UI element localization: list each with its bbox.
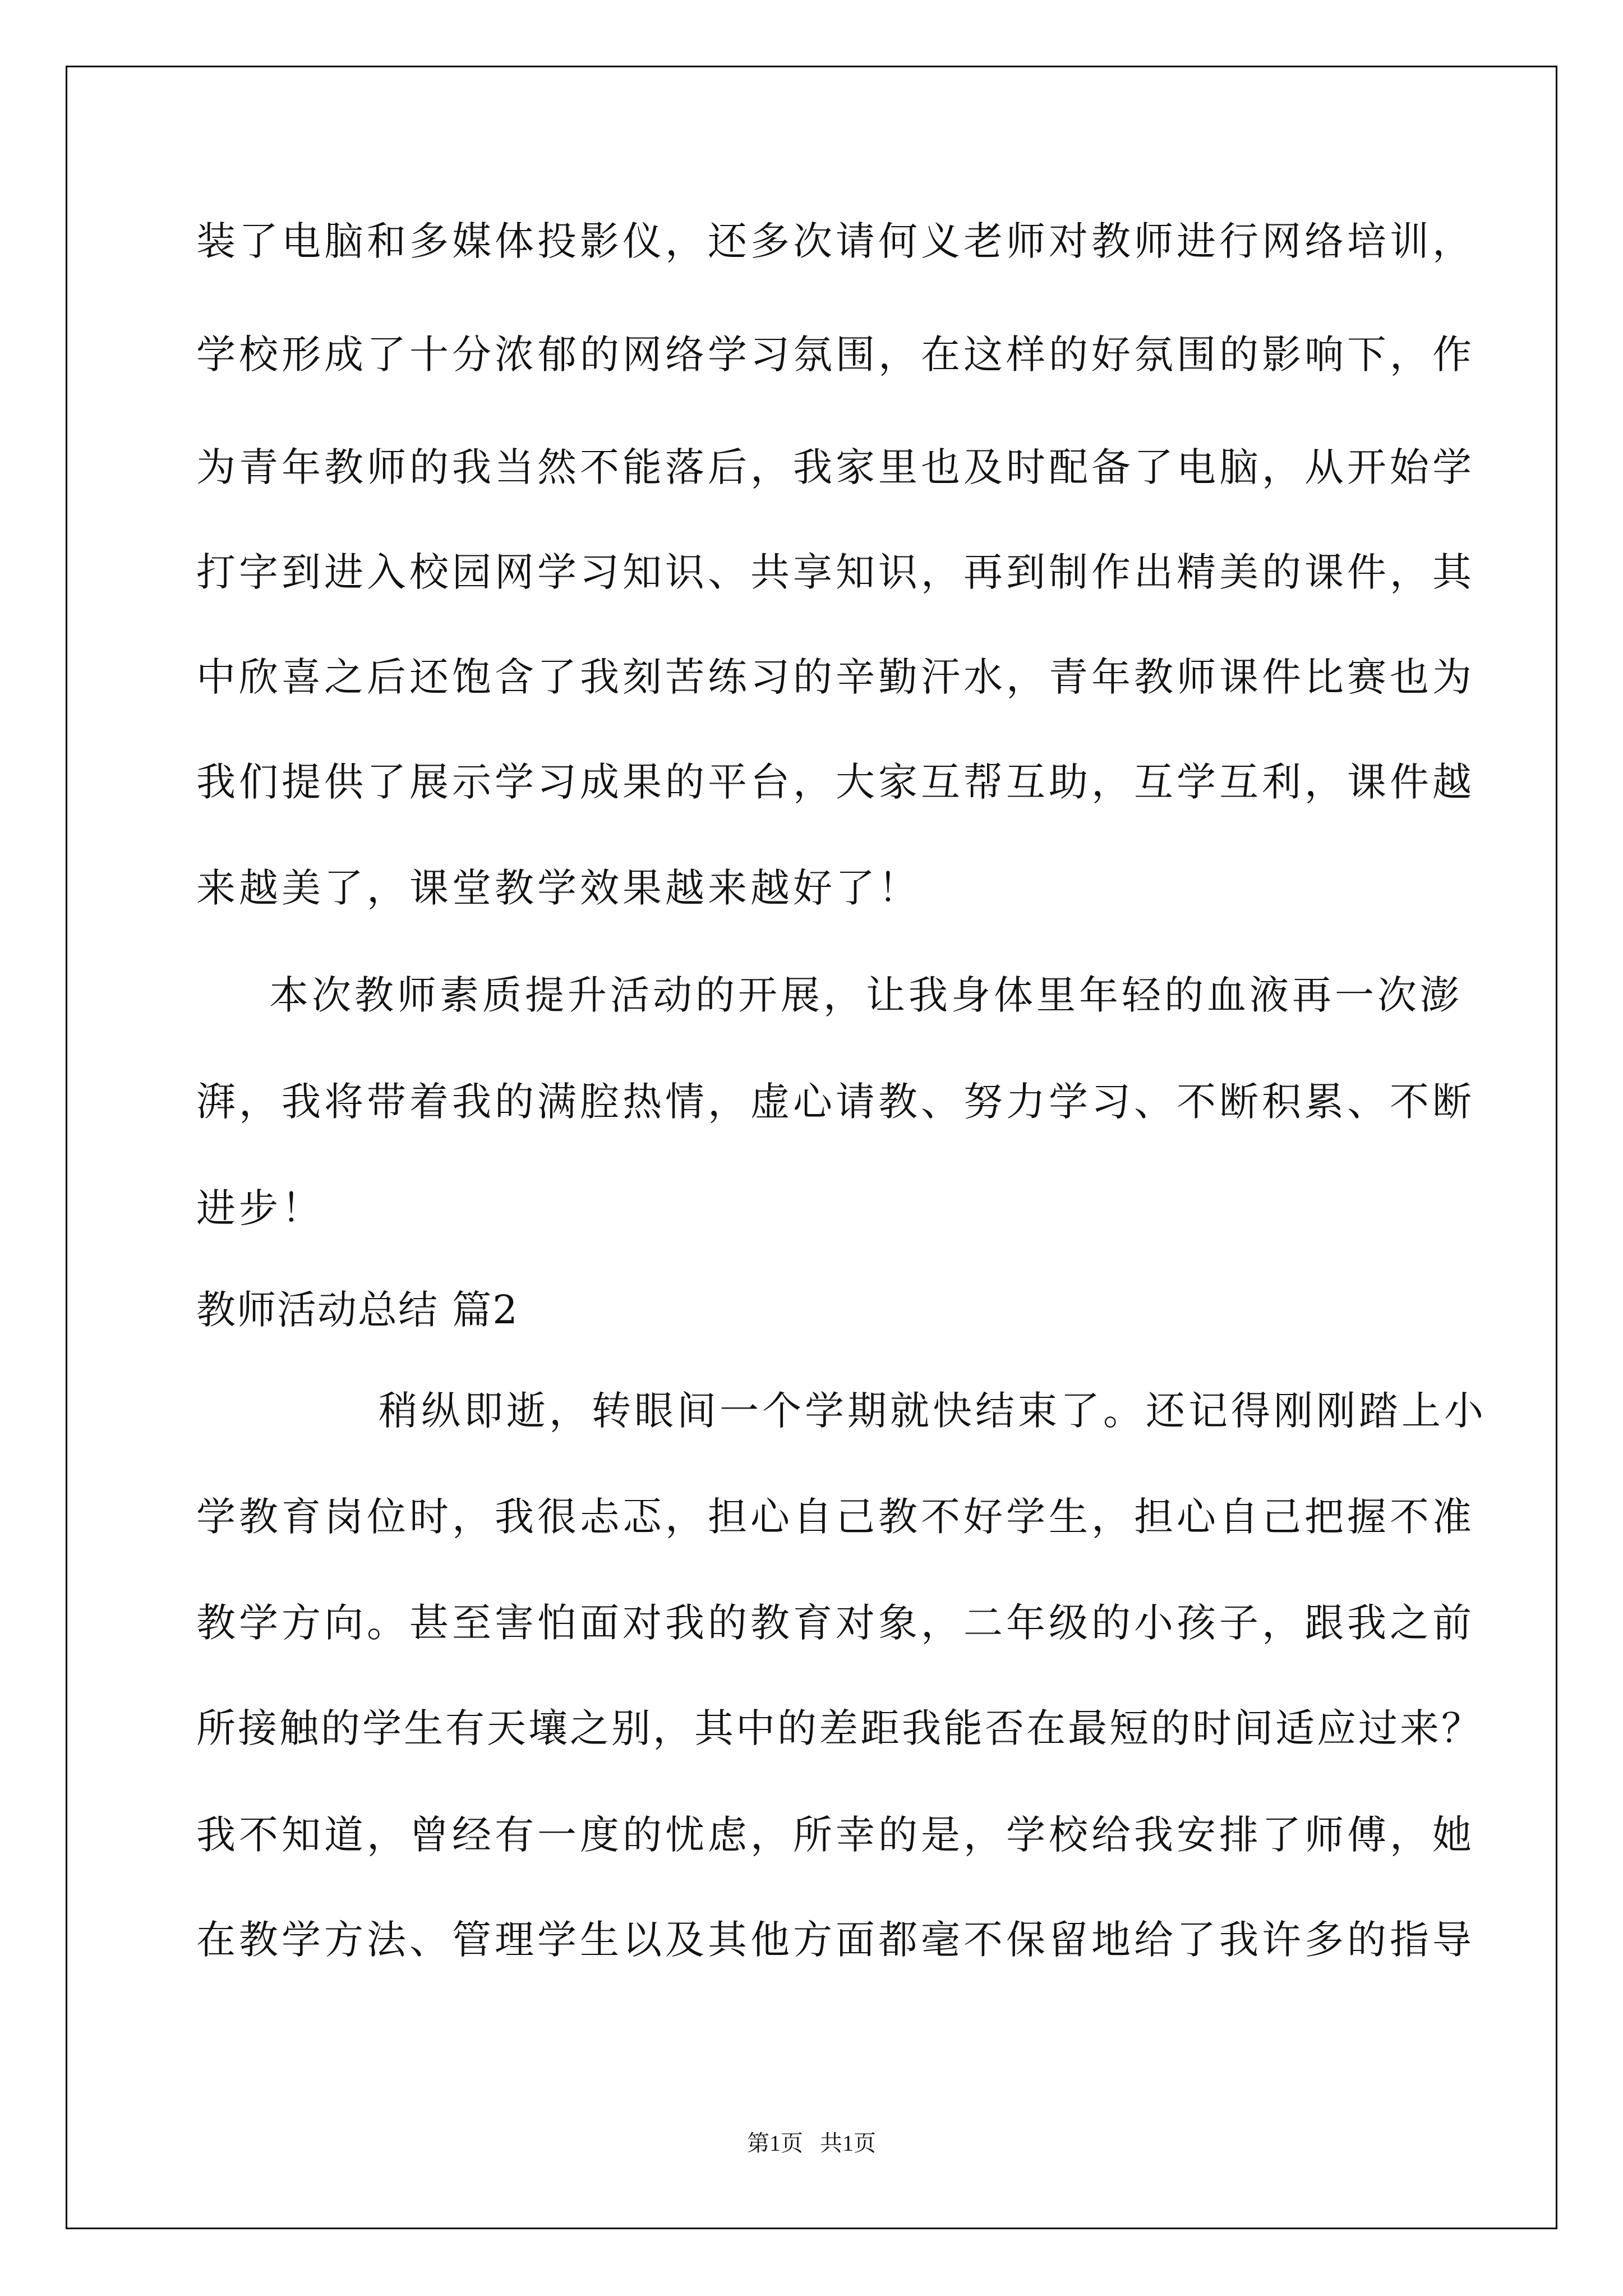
page-number: 第1页 [747, 2131, 803, 2156]
body-line: 在教学方法、管理学生以及其他方面都毫不保留地给了我许多的指导 [196, 1917, 1475, 1963]
body-line: 进步！ [196, 1185, 324, 1231]
body-line: 湃，我将带着我的满腔热情，虚心请教、努力学习、不断积累、不断 [196, 1079, 1475, 1125]
page-total: 共1页 [820, 2131, 876, 2156]
section-heading: 教师活动总结 篇2 [196, 1287, 519, 1333]
body-line: 装了电脑和多媒体投影仪，还多次请何义老师对教师进行网络培训， [196, 218, 1475, 264]
body-line: 来越美了，课堂教学效果越来越好了！ [196, 865, 921, 911]
body-line: 学教育岗位时，我很忐忑，担心自己教不好学生，担心自己把握不准 [196, 1494, 1475, 1540]
body-line: 我们提供了展示学习成果的平台，大家互帮互助，互学互利，课件越 [196, 759, 1475, 805]
body-line: 中欣喜之后还饱含了我刻苦练习的辛勤汗水，青年教师课件比赛也为 [196, 654, 1475, 700]
page-border [66, 66, 1557, 2229]
body-line: 学校形成了十分浓郁的网络学习氛围，在这样的好氛围的影响下，作 [196, 332, 1475, 378]
body-line: 我不知道，曾经有一度的忧虑，所幸的是，学校给我安排了师傅，她 [196, 1812, 1475, 1858]
body-line: 教学方向。甚至害怕面对我的教育对象，二年级的小孩子，跟我之前 [196, 1600, 1475, 1646]
body-line: 所接触的学生有天壤之别，其中的差距我能否在最短的时间适应过来？ [196, 1705, 1483, 1751]
body-line: 打字到进入校园网学习知识、共享知识，再到制作出精美的课件，其 [196, 549, 1475, 595]
paragraph-first-line: 本次教师素质提升活动的开展，让我身体里年轻的血液再一次澎 [269, 972, 1463, 1018]
body-line: 为青年教师的我当然不能落后，我家里也及时配备了电脑，从开始学 [196, 444, 1475, 490]
paragraph-first-line: 稍纵即逝，转眼间一个学期就快结束了。还记得刚刚踏上小 [379, 1388, 1487, 1434]
page-footer [0, 2129, 1623, 2157]
